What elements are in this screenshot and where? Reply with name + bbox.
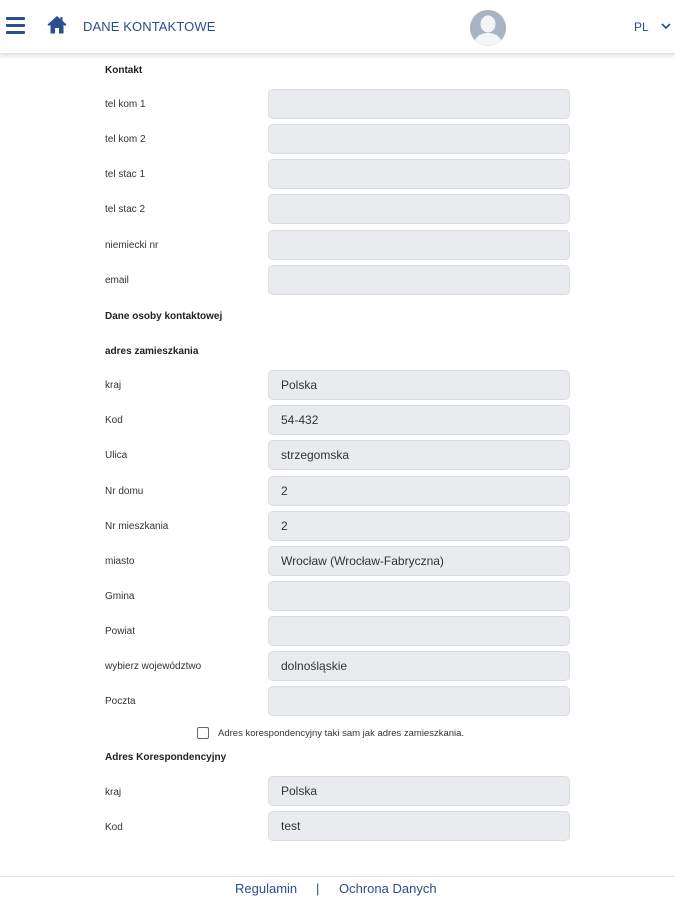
user-avatar-icon[interactable]: [470, 10, 506, 46]
post-office-input[interactable]: [268, 686, 570, 716]
home-icon[interactable]: [46, 14, 68, 36]
german-number-input[interactable]: [268, 230, 570, 260]
field-label: tel stac 2: [105, 204, 146, 215]
postal-code-input[interactable]: [268, 405, 570, 435]
field-label: Powiat: [105, 626, 136, 637]
field-label: miasto: [105, 556, 135, 567]
same-address-checkbox[interactable]: [197, 727, 209, 739]
tel-stac-2-input[interactable]: [268, 194, 570, 224]
field-label: tel kom 1: [105, 99, 146, 110]
language-selector[interactable]: PL: [634, 20, 649, 34]
field-label: Nr mieszkania: [105, 521, 169, 532]
voivodeship-select[interactable]: [268, 651, 570, 681]
same-address-option: [197, 726, 464, 740]
correspondence-postal-code-input[interactable]: [268, 811, 570, 841]
field-label: Ulica: [105, 450, 128, 461]
tel-kom-1-input[interactable]: [268, 89, 570, 119]
field-label: kraj: [105, 787, 122, 798]
tel-kom-2-input[interactable]: [268, 124, 570, 154]
commune-input[interactable]: [268, 581, 570, 611]
field-label: kraj: [105, 380, 122, 391]
same-address-label[interactable]: Adres korespondencyjny taki sam jak adres zamieszkania.: [218, 727, 465, 739]
hamburger-menu-icon[interactable]: [6, 17, 25, 34]
correspondence-country-input[interactable]: [268, 776, 570, 806]
field-label: Nr domu: [105, 486, 144, 497]
tel-stac-1-input[interactable]: [268, 159, 570, 189]
house-number-input[interactable]: [268, 476, 570, 506]
terms-link[interactable]: Regulamin: [235, 881, 298, 896]
footer: [0, 876, 675, 901]
field-label: Kod: [105, 415, 123, 426]
field-label: email: [105, 275, 129, 286]
top-app-bar: [0, 0, 675, 54]
field-label: Gmina: [105, 591, 135, 602]
privacy-link[interactable]: Ochrona Danych: [339, 881, 437, 896]
city-input[interactable]: [268, 546, 570, 576]
field-label: wybierz województwo: [105, 661, 202, 672]
footer-separator: |: [316, 881, 320, 896]
email-input[interactable]: [268, 265, 570, 295]
section-title-kontakt: Kontakt: [105, 65, 143, 76]
page-title: DANE KONTAKTOWE: [83, 19, 216, 34]
chevron-down-icon[interactable]: [661, 22, 671, 30]
district-input[interactable]: [268, 616, 570, 646]
section-title-correspondence: Adres Korespondencyjny: [105, 752, 227, 763]
country-input[interactable]: [268, 370, 570, 400]
field-label: niemiecki nr: [105, 240, 159, 251]
field-label: tel stac 1: [105, 169, 146, 180]
street-input[interactable]: [268, 440, 570, 470]
field-label: tel kom 2: [105, 134, 146, 145]
section-title-residence: adres zamieszkania: [105, 346, 199, 357]
apartment-number-input[interactable]: [268, 511, 570, 541]
field-label: Kod: [105, 822, 123, 833]
section-title-contact-person: Dane osoby kontaktowej: [105, 311, 223, 322]
field-label: Poczta: [105, 696, 136, 707]
